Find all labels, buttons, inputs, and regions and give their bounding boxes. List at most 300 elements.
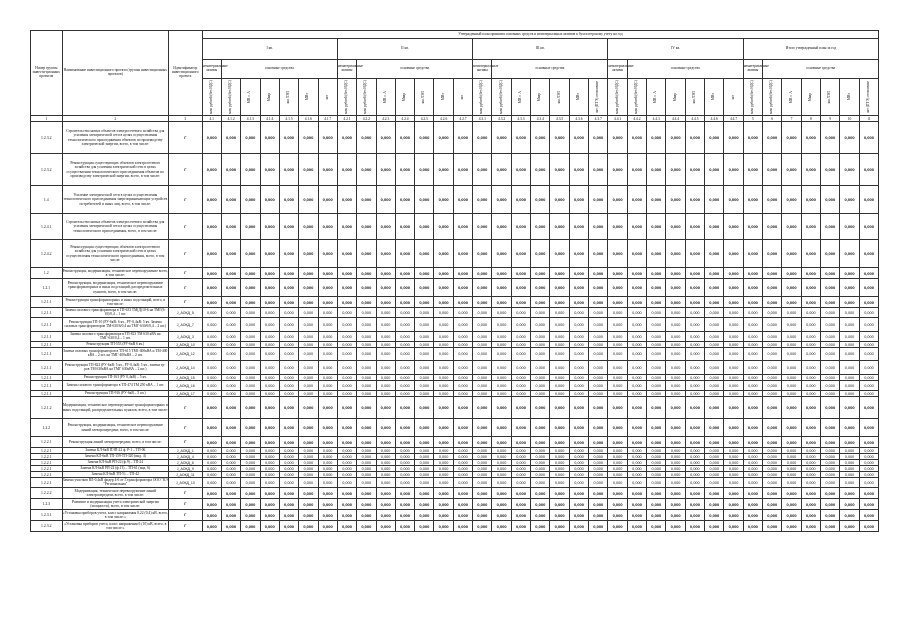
row-value: 0,000 [569, 510, 588, 521]
row-value: 0,000 [376, 186, 395, 214]
row-value: 0,000 [782, 297, 801, 308]
row-value: 0,000 [260, 510, 279, 521]
row-value: 0,000 [376, 472, 395, 478]
row-value: 0,000 [415, 332, 434, 342]
row-value: 0,000 [550, 361, 569, 375]
row-value: 0,000 [608, 391, 627, 397]
row-value: 0,000 [492, 308, 511, 318]
row-value: 0,000 [453, 454, 472, 460]
header-unit-q1-3 [241, 79, 260, 116]
row-project-name: Реконструкция ТП-163 (РУ 0,4кВ) – 5 яч. [62, 375, 168, 381]
row-value: 0,000 [531, 499, 550, 510]
row-value: 0,000 [376, 375, 395, 381]
row-value: 0,000 [434, 279, 453, 297]
row-value: 0,000 [434, 308, 453, 318]
row-value: 0,000 [647, 419, 666, 437]
row-value: 0,000 [647, 488, 666, 499]
row-value: 0,000 [492, 448, 511, 454]
row-value: 0,000 [840, 381, 859, 391]
row-value: 0,000 [492, 342, 511, 348]
row-number: 1.2.2.1 [31, 437, 63, 448]
row-project-id: Г [169, 397, 203, 419]
row-value: 0,000 [608, 214, 627, 240]
row-value: 0,000 [569, 318, 588, 332]
row-value: 0,000 [608, 448, 627, 454]
row-value: 0,000 [859, 397, 879, 419]
row-number: 1.2.3 [31, 499, 63, 510]
row-value: 0,000 [434, 186, 453, 214]
row-value: 0,000 [415, 240, 434, 268]
row-value: 0,000 [453, 318, 472, 332]
row-value: 0,000 [647, 521, 666, 532]
row-value: 0,000 [202, 279, 221, 297]
header-unit-q2-1-text: млн рублей (без НДС) [344, 80, 349, 114]
row-value: 0,000 [279, 499, 298, 510]
row-value: 0,000 [627, 154, 646, 186]
header-unit-q4-3-text: МВ×А [653, 90, 658, 104]
row-value: 0,000 [260, 499, 279, 510]
row-value: 0,000 [685, 472, 704, 478]
index-col-25: 4.4.1 [608, 116, 627, 122]
row-value: 0,000 [511, 454, 530, 460]
row-value: 0,000 [608, 499, 627, 510]
row-value: 0,000 [859, 214, 879, 240]
row-value: 0,000 [685, 297, 704, 308]
row-value: 0,000 [279, 521, 298, 532]
row-value: 0,000 [202, 419, 221, 437]
row-value: 0,000 [434, 448, 453, 454]
row-value: 0,000 [279, 472, 298, 478]
row-value: 0,000 [511, 460, 530, 466]
row-value: 0,000 [376, 397, 395, 419]
row-value: 0,000 [241, 268, 260, 279]
row-project-name: Реконструкция, модернизация, техническое перевооружение линий электропередачи, всего, в том числе: [62, 419, 168, 437]
row-value: 0,000 [337, 437, 356, 448]
row-value: 0,000 [724, 342, 743, 348]
row-value: 0,000 [492, 460, 511, 466]
row-value: 0,000 [666, 186, 685, 214]
header-unit-q2-7 [453, 79, 472, 116]
row-value: 0,000 [724, 279, 743, 297]
row-value: 0,000 [569, 437, 588, 448]
row-value: 0,000 [782, 318, 801, 332]
row-project-id: Г [169, 419, 203, 437]
row-value: 0,000 [221, 122, 240, 154]
row-value: 0,000 [473, 342, 492, 348]
row-value: 0,000 [473, 381, 492, 391]
row-value: 0,000 [589, 332, 608, 342]
row-value: 0,000 [318, 521, 337, 532]
row-value: 0,000 [279, 332, 298, 342]
row-value: 0,000 [260, 361, 279, 375]
row-value: 0,000 [589, 154, 608, 186]
row-value: 0,000 [627, 499, 646, 510]
row-project-id: Г [169, 521, 203, 532]
row-value: 0,000 [589, 510, 608, 521]
row-value: 0,000 [299, 466, 318, 472]
row-value: 0,000 [202, 308, 221, 318]
row-value: 0,000 [337, 397, 356, 419]
row-value: 0,000 [473, 472, 492, 478]
row-value: 0,000 [318, 510, 337, 521]
row-value: 0,000 [395, 308, 414, 318]
row-value: 0,000 [859, 342, 879, 348]
row-value: 0,000 [569, 460, 588, 466]
row-value: 0,000 [840, 342, 859, 348]
row-value: 0,000 [627, 332, 646, 342]
row-value: 0,000 [821, 510, 840, 521]
row-value: 0,000 [337, 454, 356, 460]
row-value: 0,000 [279, 478, 298, 488]
row-value: 0,000 [627, 214, 646, 240]
row-value: 0,000 [202, 521, 221, 532]
row-value: 0,000 [202, 361, 221, 375]
row-value: 0,000 [357, 397, 376, 419]
row-value: 0,000 [511, 472, 530, 478]
row-value: 0,000 [763, 348, 782, 361]
row-value: 0,000 [589, 279, 608, 297]
row-value: 0,000 [260, 521, 279, 532]
row-value: 0,000 [666, 297, 685, 308]
row-number: 1.2.1.1 [31, 308, 63, 318]
row-value: 0,000 [782, 448, 801, 454]
row-value: 0,000 [395, 397, 414, 419]
row-value: 0,000 [376, 460, 395, 466]
row-value: 0,000 [531, 521, 550, 532]
row-number: 1.2.1.1 [31, 375, 63, 381]
row-value: 0,000 [241, 460, 260, 466]
row-value: 0,000 [202, 448, 221, 454]
row-value: 0,000 [647, 397, 666, 419]
row-value: 0,000 [357, 521, 376, 532]
row-value: 0,000 [627, 342, 646, 348]
row-value: 0,000 [782, 521, 801, 532]
row-value: 0,000 [724, 308, 743, 318]
header-project-name: Наименование инвестиционного проекта (группы инвестиционных проектов) [62, 31, 168, 116]
row-value: 0,000 [743, 460, 762, 466]
row-value: 0,000 [318, 279, 337, 297]
header-unit-q3-1-text: млн рублей (без НДС) [479, 80, 484, 114]
row-value: 0,000 [685, 240, 704, 268]
header-unit-q3-5 [550, 79, 569, 116]
row-project-id: J_АОКД_13 [169, 478, 203, 488]
row-value: 0,000 [202, 472, 221, 478]
row-value: 0,000 [705, 122, 724, 154]
header-unit-q4-6-text: МВт [711, 93, 716, 101]
row-value: 0,000 [260, 279, 279, 297]
row-value: 0,000 [357, 308, 376, 318]
index-col-34: 7 [782, 116, 801, 122]
row-value: 0,000 [685, 460, 704, 466]
row-project-id: Г [169, 488, 203, 499]
row-value: 0,000 [279, 361, 298, 375]
row-value: 0,000 [531, 460, 550, 466]
row-value: 0,000 [473, 448, 492, 454]
row-value: 0,000 [859, 318, 879, 332]
row-value: 0,000 [221, 297, 240, 308]
row-value: 0,000 [492, 318, 511, 332]
row-value: 0,000 [434, 437, 453, 448]
row-value: 0,000 [666, 488, 685, 499]
row-value: 0,000 [395, 488, 414, 499]
header-unit-q3-7 [589, 79, 608, 116]
row-value: 0,000 [608, 521, 627, 532]
row-value: 0,000 [627, 297, 646, 308]
row-value: 0,000 [395, 510, 414, 521]
row-value: 0,000 [511, 478, 530, 488]
row-value: 0,000 [221, 466, 240, 472]
row-value: 0,000 [647, 122, 666, 154]
row-value: 0,000 [550, 214, 569, 240]
row-number: 1.2.3.2 [31, 122, 63, 154]
row-value: 0,000 [434, 466, 453, 472]
row-value: 0,000 [318, 186, 337, 214]
row-value: 0,000 [705, 318, 724, 332]
row-number: 1.2.1.1 [31, 332, 63, 342]
row-value: 0,000 [782, 510, 801, 521]
row-value: 0,000 [415, 348, 434, 361]
row-value: 0,000 [453, 214, 472, 240]
row-project-id: Г [169, 154, 203, 186]
row-value: 0,000 [221, 361, 240, 375]
row-value: 0,000 [473, 521, 492, 532]
row-value: 0,000 [647, 361, 666, 375]
row-project-id: Г [169, 268, 203, 279]
row-value: 0,000 [415, 448, 434, 454]
row-value: 0,000 [705, 499, 724, 510]
row-value: 0,000 [763, 472, 782, 478]
header-quarter-3: III кв. [473, 39, 608, 60]
row-value: 0,000 [608, 466, 627, 472]
row-value: 0,000 [241, 381, 260, 391]
row-value: 0,000 [859, 381, 879, 391]
row-value: 0,000 [550, 279, 569, 297]
row-value: 0,000 [647, 478, 666, 488]
header-unit-q2-6-text: МВт [440, 93, 445, 101]
row-value: 0,000 [395, 214, 414, 240]
row-value: 0,000 [279, 448, 298, 454]
row-value: 0,000 [260, 381, 279, 391]
row-value: 0,000 [221, 499, 240, 510]
row-value: 0,000 [453, 348, 472, 361]
header-unit-q2-2-text: млн рублей (без НДС) [363, 80, 368, 114]
row-value: 0,000 [550, 381, 569, 391]
row-value: 0,000 [763, 361, 782, 375]
row-value: 0,000 [840, 448, 859, 454]
row-project-name: Реконструкция, модернизация, техническое перевооружение трансформаторных и иных подстанций, распределительных пунктов, всего, в том числе: [62, 279, 168, 297]
header-unit-q3-7-text: шт (ПТЭ) отопление [595, 81, 600, 113]
row-value: 0,000 [376, 279, 395, 297]
row-value: 0,000 [376, 308, 395, 318]
row-value: 0,000 [511, 240, 530, 268]
row-project-name: Реконструкция существующих объектов электросетевого хозяйства для усиления электрической сети в целях осуществления технологического присоединения объектов по производству электрической энергии, всего, в том числе: [62, 154, 168, 186]
header-unit-q1-6 [299, 79, 318, 116]
row-value: 0,000 [840, 437, 859, 448]
table-row [31, 499, 879, 510]
header-os-4: основные средства [627, 60, 743, 79]
row-value: 0,000 [221, 279, 240, 297]
row-value: 0,000 [666, 342, 685, 348]
row-value: 0,000 [395, 437, 414, 448]
header-group-number: Номер группы инвести-ционных проектов [31, 31, 63, 116]
row-value: 0,000 [782, 268, 801, 279]
row-value: 0,000 [550, 419, 569, 437]
row-value: 0,000 [589, 122, 608, 154]
row-value: 0,000 [705, 454, 724, 460]
row-value: 0,000 [608, 381, 627, 391]
header-unit-q2-7-text: шт [460, 94, 465, 100]
row-value: 0,000 [782, 342, 801, 348]
row-value: 0,000 [647, 391, 666, 397]
row-value: 0,000 [763, 279, 782, 297]
row-value: 0,000 [705, 214, 724, 240]
table-row [31, 510, 879, 521]
row-project-id: J_АОКД_11 [169, 472, 203, 478]
header-unit-q5-5-text: км ЛЭП [827, 90, 832, 104]
row-number: 1.2.3.2 [31, 154, 63, 186]
row-value: 0,000 [859, 419, 879, 437]
row-value: 0,000 [705, 332, 724, 342]
row-value: 0,000 [415, 318, 434, 332]
row-value: 0,000 [473, 454, 492, 460]
row-value: 0,000 [840, 391, 859, 397]
table-row [31, 186, 879, 214]
row-project-id: Г [169, 279, 203, 297]
row-value: 0,000 [260, 460, 279, 466]
row-value: 0,000 [627, 308, 646, 318]
row-value: 0,000 [395, 454, 414, 460]
row-value: 0,000 [627, 122, 646, 154]
row-value: 0,000 [608, 279, 627, 297]
row-value: 0,000 [434, 342, 453, 348]
row-value: 0,000 [782, 460, 801, 466]
row-value: 0,000 [337, 375, 356, 381]
row-project-id: J_АОКД_7 [169, 318, 203, 332]
row-value: 0,000 [492, 472, 511, 478]
row-value: 0,000 [260, 268, 279, 279]
row-value: 0,000 [318, 240, 337, 268]
row-value: 0,000 [221, 472, 240, 478]
row-value: 0,000 [569, 472, 588, 478]
row-number: 1.2.2.1 [31, 466, 63, 472]
header-unit-q5-3 [782, 79, 801, 116]
row-value: 0,000 [589, 466, 608, 472]
row-value: 0,000 [647, 472, 666, 478]
row-value: 0,000 [299, 478, 318, 488]
row-value: 0,000 [492, 122, 511, 154]
row-value: 0,000 [260, 342, 279, 348]
row-value: 0,000 [859, 122, 879, 154]
row-value: 0,000 [376, 240, 395, 268]
header-unit-q4-2-text: млн рублей (без НДС) [633, 80, 638, 114]
row-value: 0,000 [821, 397, 840, 419]
row-value: 0,000 [763, 268, 782, 279]
row-value: 0,000 [859, 279, 879, 297]
header-unit-q1-1 [202, 79, 221, 116]
row-value: 0,000 [550, 521, 569, 532]
row-value: 0,000 [840, 308, 859, 318]
header-unit-q1-7-text: шт [324, 94, 329, 100]
header-unit-q2-3-text: МВ×А [382, 90, 387, 104]
row-value: 0,000 [376, 214, 395, 240]
row-value: 0,000 [492, 391, 511, 397]
row-value: 0,000 [260, 448, 279, 454]
index-col-10: 4.1.7 [318, 116, 337, 122]
row-value: 0,000 [279, 268, 298, 279]
row-value: 0,000 [531, 308, 550, 318]
row-value: 0,000 [724, 375, 743, 381]
header-unit-q5-7-text: шт (ПТЭ) отопление [866, 81, 870, 113]
row-value: 0,000 [705, 397, 724, 419]
row-value: 0,000 [627, 318, 646, 332]
row-value: 0,000 [608, 397, 627, 419]
row-value: 0,000 [453, 332, 472, 342]
row-value: 0,000 [357, 391, 376, 397]
row-value: 0,000 [859, 297, 879, 308]
row-value: 0,000 [221, 332, 240, 342]
header-unit-q3-3-text: МВ×А [518, 90, 522, 104]
row-value: 0,000 [705, 448, 724, 454]
row-value: 0,000 [415, 154, 434, 186]
row-value: 0,000 [453, 478, 472, 488]
row-value: 0,000 [705, 186, 724, 214]
row-value: 0,000 [685, 375, 704, 381]
table-row [31, 240, 879, 268]
row-value: 0,000 [473, 437, 492, 448]
row-value: 0,000 [260, 297, 279, 308]
row-value: 0,000 [685, 279, 704, 297]
row-project-name: Замена силового трансформатора в ТП-633 ТМ(Д)10-6 на ТМГ(6-10)/0,4 – 1 шт. [62, 308, 168, 318]
row-value: 0,000 [337, 332, 356, 342]
row-value: 0,000 [453, 361, 472, 375]
row-project-name: Замена КЛ-6кВ ТП-51 – ТП-42 [62, 472, 168, 478]
row-value: 0,000 [279, 122, 298, 154]
row-value: 0,000 [337, 186, 356, 214]
row-value: 0,000 [415, 521, 434, 532]
row-value: 0,000 [531, 375, 550, 381]
row-value: 0,000 [357, 510, 376, 521]
row-value: 0,000 [550, 391, 569, 397]
row-value: 0,000 [357, 375, 376, 381]
row-value: 0,000 [473, 510, 492, 521]
row-value: 0,000 [763, 332, 782, 342]
header-unit-q1-4-text: Мвар [266, 92, 271, 102]
row-value: 0,000 [743, 478, 762, 488]
row-project-id: Г [169, 240, 203, 268]
row-value: 0,000 [221, 381, 240, 391]
row-value: 0,000 [492, 488, 511, 499]
row-value: 0,000 [202, 381, 221, 391]
row-value: 0,000 [202, 332, 221, 342]
row-value: 0,000 [376, 391, 395, 397]
row-value: 0,000 [685, 510, 704, 521]
row-value: 0,000 [473, 361, 492, 375]
row-value: 0,000 [627, 466, 646, 472]
row-value: 0,000 [299, 240, 318, 268]
row-value: 0,000 [318, 419, 337, 437]
header-os-5: основные средства [763, 60, 879, 79]
row-value: 0,000 [724, 122, 743, 154]
row-value: 0,000 [531, 268, 550, 279]
row-value: 0,000 [608, 460, 627, 466]
table-row [31, 361, 879, 375]
row-value: 0,000 [221, 318, 240, 332]
row-value: 0,000 [608, 472, 627, 478]
row-value: 0,000 [685, 361, 704, 375]
row-value: 0,000 [279, 510, 298, 521]
row-project-id: J_АОКД_6 [169, 460, 203, 466]
row-value: 0,000 [608, 478, 627, 488]
